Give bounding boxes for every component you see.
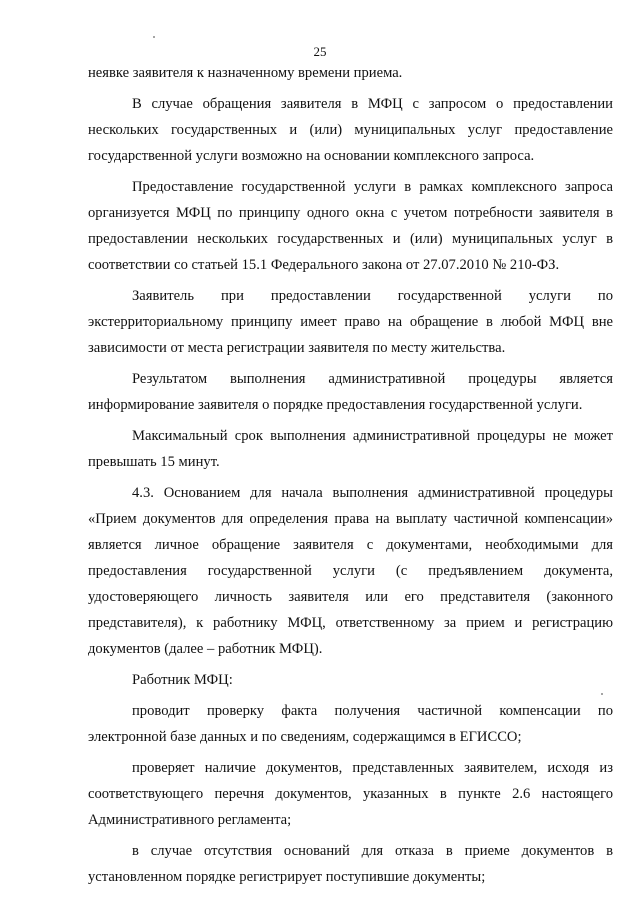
paragraph-4: Заявитель при предоставлении государственной услуги по экстерриториальному принципу имеет право на обращение в любой МФЦ вне зависимости от места регистрации заявителя по месту жительства. — [88, 288, 613, 356]
paragraph-11: в случае отсутствия оснований для отказа в приеме документов в установленном порядке регистрирует поступившие документы; — [88, 843, 613, 885]
paragraph-8: Работник МФЦ: — [132, 672, 233, 688]
scan-speck — [601, 693, 603, 695]
paragraph-5: Результатом выполнения административной процедуры является информирование заявителя о порядке предоставления государственной услуги. — [88, 371, 613, 413]
paragraph-3: Предоставление государственной услуги в рамках комплексного запроса организуется МФЦ по принципу одного окна с учетом потребности заявителя в предоставлении нескольких государственных и (или) муниципальных услуг в соответствии со статьей 15.1 Федерального закона от 27.07.2010 № 210-ФЗ. — [88, 179, 613, 273]
paragraph-7: 4.3. Основанием для начала выполнения административной процедуры «Прием документов для определения права на выплату частичной компенсации» является личное обращение заявителя с документами, необходимыми для предоставления государственной услуги (с предъявлением документа, удостоверяющего личность заявителя или его представителя (законного представителя), к работнику МФЦ, ответственному за прием и регистрацию документов (далее – работник МФЦ). — [88, 485, 613, 657]
paragraph-9: проводит проверку факта получения частичной компенсации по электронной базе данных и по сведениям, содержащимся в ЕГИССО; — [88, 703, 613, 745]
paragraph-1: неявке заявителя к назначенному времени приема. — [88, 65, 403, 81]
paragraph-10: проверяет наличие документов, представленных заявителем, исходя из соответствующего перечня документов, указанных в пункте 2.6 настоящего Административного регламента; — [88, 760, 613, 828]
paragraph-2: В случае обращения заявителя в МФЦ с запросом о предоставлении нескольких государственных и (или) муниципальных услуг предоставление государственной услуги возможно на основании комплексного запроса. — [88, 96, 613, 164]
paragraph-6: Максимальный срок выполнения административной процедуры не может превышать 15 минут. — [88, 428, 613, 470]
scan-speck — [153, 36, 155, 38]
document-body — [88, 60, 613, 895]
page-number: 25 — [313, 44, 327, 59]
